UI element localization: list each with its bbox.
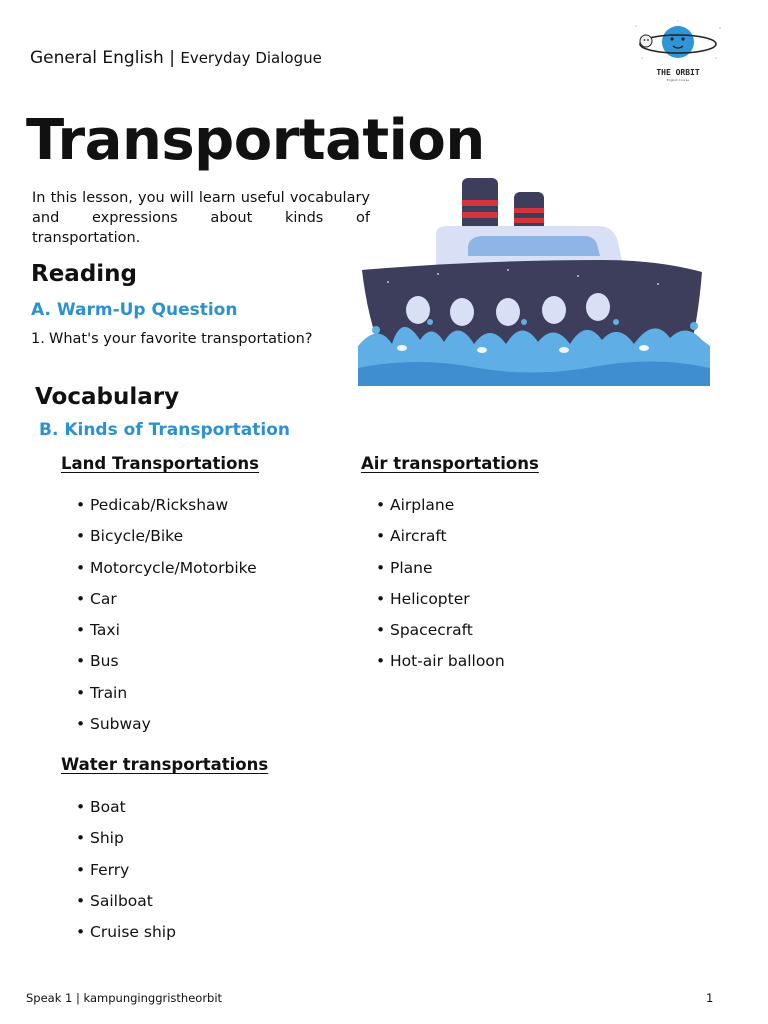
list-item: • Sailboat — [76, 891, 176, 922]
list-item: • Hot-air balloon — [376, 651, 505, 682]
land-heading: Land Transportations — [61, 454, 259, 473]
water-heading: Water transportations — [61, 755, 269, 774]
air-heading: Air transportations — [361, 454, 539, 473]
lesson-topic: Everyday Dialogue — [180, 49, 322, 67]
list-item: • Aircraft — [376, 526, 505, 557]
footer-text: Speak 1 | kampunginggristheorbit — [26, 991, 223, 1005]
list-item: • Plane — [376, 558, 505, 589]
kinds-heading: B. Kinds of Transportation — [39, 420, 291, 440]
list-item: • Airplane — [376, 495, 505, 526]
planet-logo-icon — [628, 18, 728, 68]
page-number: 1 — [706, 991, 714, 1005]
land-list — [76, 495, 257, 745]
reading-heading: Reading — [31, 261, 138, 287]
list-item: • Ship — [76, 828, 176, 859]
page-title: Transportation — [26, 108, 485, 173]
logo-tagline: English Course — [666, 78, 690, 82]
list-item: • Taxi — [76, 620, 257, 651]
list-item: • Ferry — [76, 860, 176, 891]
list-item: • Motorcycle/Motorbike — [76, 558, 257, 589]
header — [30, 48, 322, 68]
water-list — [76, 797, 176, 953]
intro-paragraph: In this lesson, you will learn useful vocabulary and expressions about kinds of transportation. — [32, 190, 370, 246]
list-item: • Pedicab/Rickshaw — [76, 495, 257, 526]
list-item: • Spacecraft — [376, 620, 505, 651]
warmup-heading: A. Warm-Up Question — [31, 300, 238, 320]
list-item: • Bicycle/Bike — [76, 526, 257, 557]
list-item: • Car — [76, 589, 257, 620]
question-text: What's your favorite transportation? — [49, 331, 313, 347]
ship-illustration — [358, 172, 710, 386]
orbit-logo — [628, 18, 728, 88]
logo-name: THE ORBIT — [656, 68, 700, 77]
list-item: • Bus — [76, 651, 257, 682]
question-number: 1. — [31, 331, 45, 347]
list-item: • Train — [76, 683, 257, 714]
list-item: • Subway — [76, 714, 257, 745]
question-item — [31, 331, 312, 347]
list-item: • Cruise ship — [76, 922, 176, 953]
list-item: • Boat — [76, 797, 176, 828]
header-separator: | — [169, 48, 175, 68]
vocabulary-heading: Vocabulary — [35, 384, 180, 410]
course-name: General English — [30, 48, 164, 68]
list-item: • Helicopter — [376, 589, 505, 620]
air-list — [376, 495, 505, 683]
